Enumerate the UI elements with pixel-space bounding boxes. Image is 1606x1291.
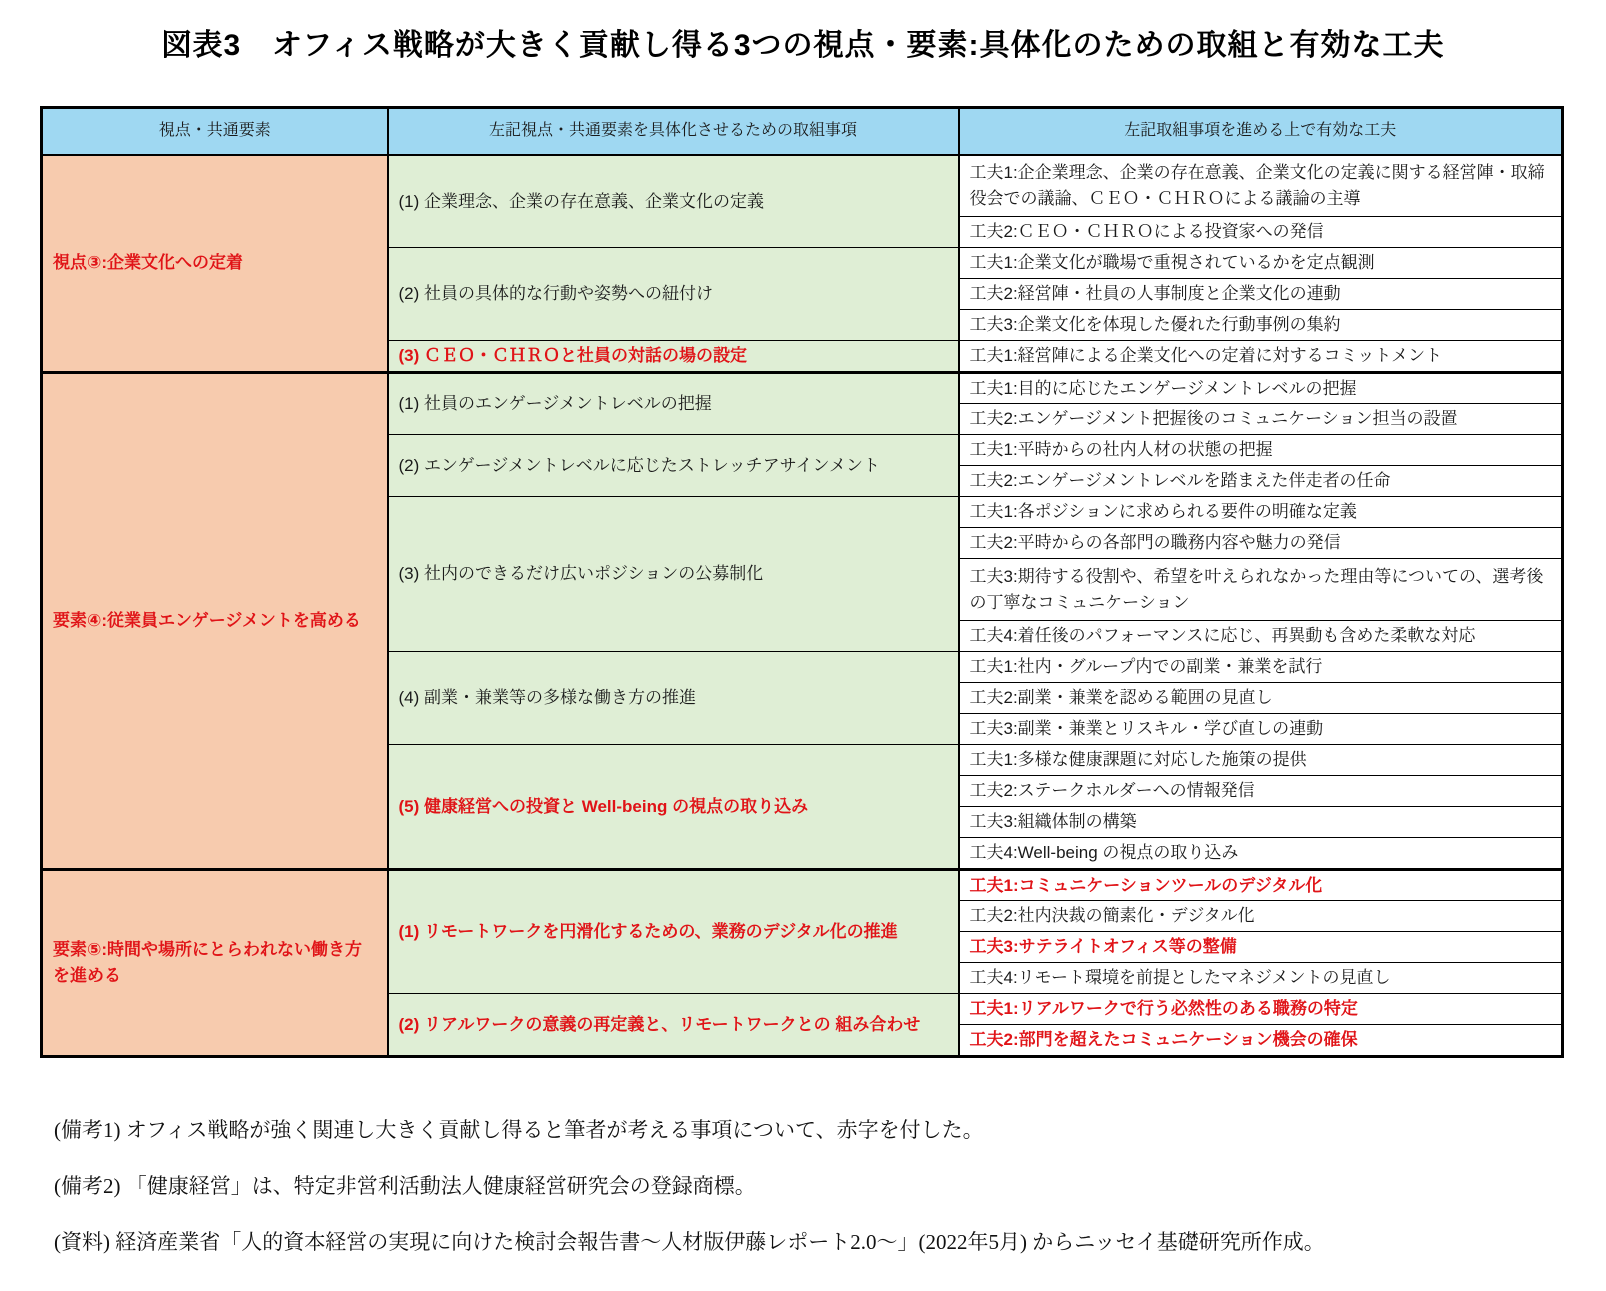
table-body	[42, 155, 1563, 1057]
device-cell: 工夫2:副業・兼業を認める範囲の見直し	[959, 683, 1563, 714]
header-viewpoint-column: 視点・共通要素	[42, 108, 388, 155]
device-cell: 工夫2:ステークホルダーへの情報発信	[959, 776, 1563, 807]
device-cell: 工夫1:平時からの社内人材の状態の把握	[959, 435, 1563, 466]
table-row	[42, 869, 1563, 901]
note-remark-2: (備考2) 「健康経営」は、特定非営利活動法人健康経営研究会の登録商標。	[54, 1173, 756, 1198]
figure-table	[40, 106, 1564, 1058]
action-item-cell: (5) 健康経営への投資と Well-being の視点の取り込み	[388, 745, 959, 870]
action-item-cell: (2) エンゲージメントレベルに応じたストレッチアサインメント	[388, 435, 959, 497]
viewpoint-cell: 要素⑤:時間や場所にとらわれない働き方を進める	[42, 869, 388, 1056]
device-cell: 工夫4:Well-being の視点の取り込み	[959, 838, 1563, 870]
device-cell: 工夫1:リアルワークで行う必然性のある職務の特定	[959, 994, 1563, 1025]
device-cell: 工夫3:組織体制の構築	[959, 807, 1563, 838]
device-cell: 工夫3:期待する役割や、希望を叶えられなかった理由等についての、選考後の丁寧なコミュニケーション	[959, 559, 1563, 621]
table-header-row	[42, 108, 1563, 155]
action-item-cell: (3) 社内のできるだけ広いポジションの公募制化	[388, 497, 959, 652]
action-item-cell: (1) リモートワークを円滑化するための、業務のデジタル化の推進	[388, 869, 959, 994]
action-item-cell: (4) 副業・兼業等の多様な働き方の推進	[388, 652, 959, 745]
device-cell: 工夫3:副業・兼業とリスキル・学び直しの連動	[959, 714, 1563, 745]
device-cell: 工夫1:コミュニケーションツールのデジタル化	[959, 869, 1563, 901]
device-cell: 工夫1:社内・グループ内での副業・兼業を試行	[959, 652, 1563, 683]
device-cell: 工夫1:企企業理念、企業の存在意義、企業文化の定義に関する経営陣・取締役会での議論、ＣＥＯ・ＣＨＲＯによる議論の主導	[959, 155, 1563, 217]
action-item-cell: (1) 企業理念、企業の存在意義、企業文化の定義	[388, 155, 959, 248]
device-cell: 工夫1:多様な健康課題に対応した施策の提供	[959, 745, 1563, 776]
device-cell: 工夫1:経営陣による企業文化への定着に対するコミットメント	[959, 341, 1563, 373]
table-row	[42, 372, 1563, 404]
device-cell: 工夫4:着任後のパフォーマンスに応じ、再異動も含めた柔軟な対応	[959, 621, 1563, 652]
device-cell: 工夫2:経営陣・社員の人事制度と企業文化の連動	[959, 279, 1563, 310]
action-item-cell: (3) ＣＥＯ・ＣＨＲＯと社員の対話の場の設定	[388, 341, 959, 373]
viewpoint-cell: 視点③:企業文化への定着	[42, 155, 388, 373]
device-cell: 工夫2:部門を超えたコミュニケーション機会の確保	[959, 1025, 1563, 1057]
footnotes	[54, 1102, 1606, 1270]
viewpoint-cell: 要素④:従業員エンゲージメントを高める	[42, 372, 388, 869]
page-title: 図表3 オフィス戦略が大きく貢献し得る3つの視点・要素:具体化のための取組と有効な工夫	[161, 29, 1445, 62]
note-source: (資料) 経済産業省「人的資本経営の実現に向けた検討会報告書〜人材版伊藤レポート2.0〜」(2022年5月) からニッセイ基礎研究所作成。	[54, 1229, 1325, 1254]
device-cell: 工夫1:企業文化が職場で重視されているかを定点観測	[959, 248, 1563, 279]
device-cell: 工夫2:エンゲージメント把握後のコミュニケーション担当の設置	[959, 404, 1563, 435]
device-cell: 工夫4:リモート環境を前提としたマネジメントの見直し	[959, 963, 1563, 994]
device-cell: 工夫3:企業文化を体現した優れた行動事例の集約	[959, 310, 1563, 341]
device-cell: 工夫3:サテライトオフィス等の整備	[959, 932, 1563, 963]
note-remark-1: (備考1) オフィス戦略が強く関連し大きく貢献し得ると筆者が考える事項について、赤字を付した。	[54, 1117, 984, 1142]
action-item-cell: (2) リアルワークの意義の再定義と、リモートワークとの 組み合わせ	[388, 994, 959, 1057]
device-cell: 工夫2:ＣＥＯ・ＣＨＲＯによる投資家への発信	[959, 217, 1563, 248]
device-cell: 工夫1:目的に応じたエンゲージメントレベルの把握	[959, 372, 1563, 404]
header-device-column: 左記取組事項を進める上で有効な工夫	[959, 108, 1563, 155]
table-row	[42, 155, 1563, 217]
device-cell: 工夫2:社内決裁の簡素化・デジタル化	[959, 901, 1563, 932]
header-action-column: 左記視点・共通要素を具体化させるための取組事項	[388, 108, 959, 155]
device-cell: 工夫1:各ポジションに求められる要件の明確な定義	[959, 497, 1563, 528]
action-item-cell: (2) 社員の具体的な行動や姿勢への紐付け	[388, 248, 959, 341]
action-item-cell: (1) 社員のエンゲージメントレベルの把握	[388, 372, 959, 435]
device-cell: 工夫2:平時からの各部門の職務内容や魅力の発信	[959, 528, 1563, 559]
device-cell: 工夫2:エンゲージメントレベルを踏まえた伴走者の任命	[959, 466, 1563, 497]
